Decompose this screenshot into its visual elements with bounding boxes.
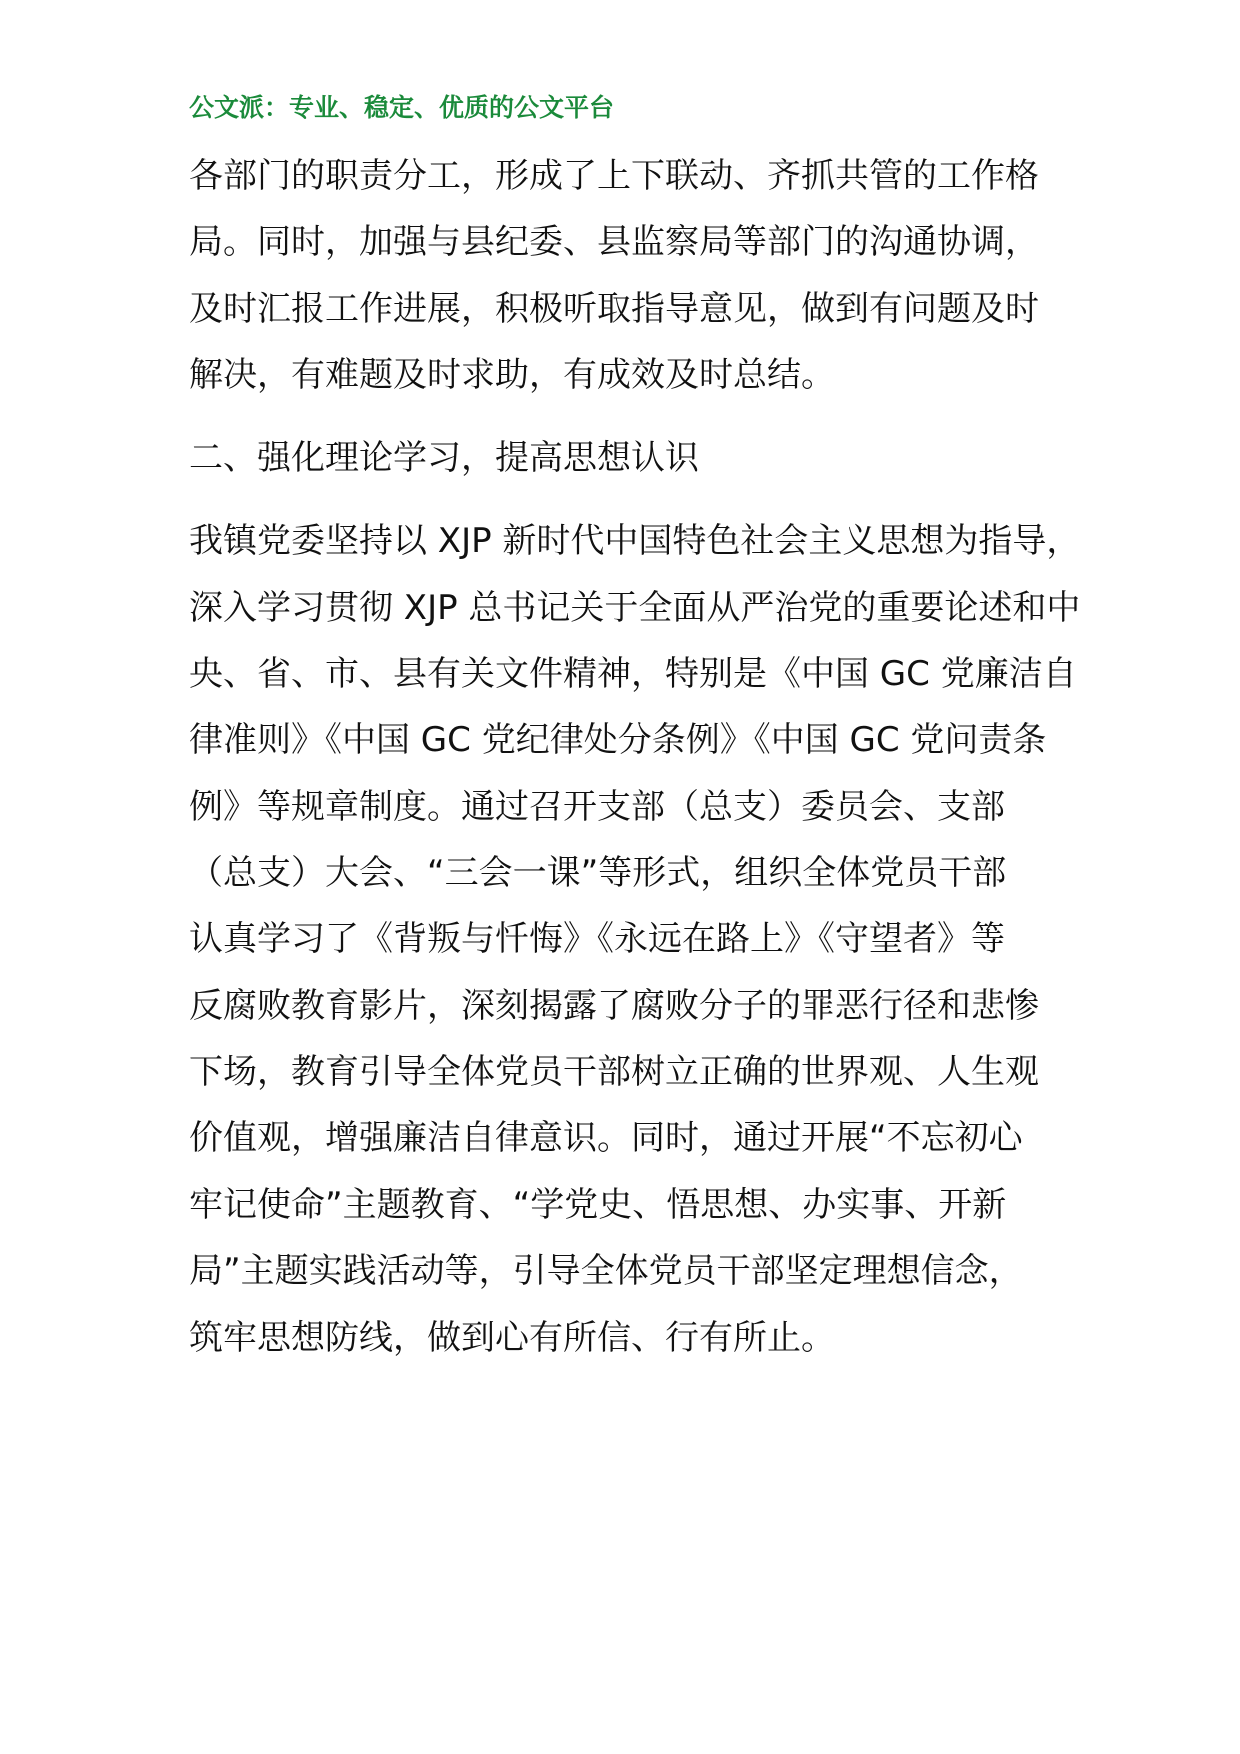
body-line: 央、省、市、县有关文件精神，特别是《中国 GC 党廉洁自: [189, 654, 1077, 694]
body-line: 局。同时，加强与县纪委、县监察局等部门的沟通协调，: [189, 222, 1039, 262]
body-line: 下场，教育引导全体党员干部树立正确的世界观、人生观: [189, 1052, 1039, 1092]
body-line: 价值观，增强廉洁自律意识。同时，通过开展“不忘初心: [189, 1118, 1023, 1158]
body-line: 局”主题实践活动等，引导全体党员干部坚定理想信念，: [189, 1251, 1023, 1291]
body-line: 解决，有难题及时求助，有成效及时总结。: [189, 355, 835, 395]
body-line: 及时汇报工作进展，积极听取指导意见，做到有问题及时: [189, 289, 1039, 329]
body-line: 认真学习了《背叛与忏悔》《永远在路上》《守望者》等: [189, 919, 1005, 959]
body-line: 牢记使命”主题教育、“学党史、悟思想、办实事、开新: [189, 1185, 1007, 1225]
body-line: 深入学习贯彻 XJP 总书记关于全面从严治党的重要论述和中: [189, 588, 1081, 628]
section-heading: 二、强化理论学习，提高思想认识: [189, 438, 699, 478]
body-line: 反腐败教育影片，深刻揭露了腐败分子的罪恶行径和悲惨: [189, 986, 1039, 1026]
body-line: 各部门的职责分工，形成了上下联动、齐抓共管的工作格: [189, 156, 1039, 196]
body-line: 例》等规章制度。通过召开支部（总支）委员会、支部: [189, 787, 1005, 827]
body-line: （总支）大会、“三会一课”等形式，组织全体党员干部: [189, 853, 1007, 893]
body-line: 我镇党委坚持以 XJP 新时代中国特色社会主义思想为指导，: [189, 521, 1081, 561]
site-header: 公文派：专业、稳定、优质的公文平台: [189, 93, 615, 122]
body-line: 律准则》《中国 GC 党纪律处分条例》《中国 GC 党问责条: [189, 720, 1047, 760]
body-line: 筑牢思想防线，做到心有所信、行有所止。: [189, 1318, 835, 1358]
